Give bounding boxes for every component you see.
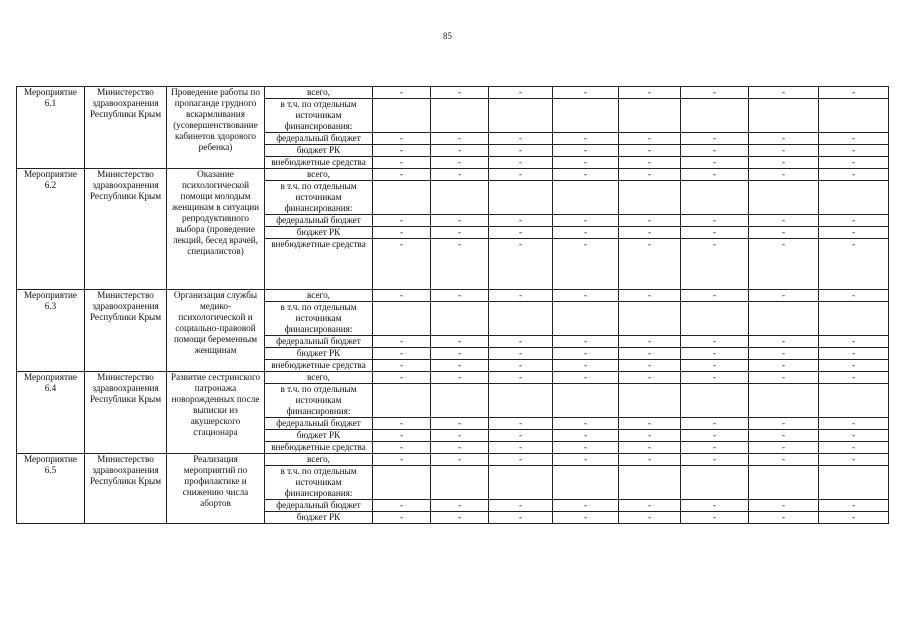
value-cell: - [553, 500, 619, 512]
value-cell: - [489, 418, 553, 430]
value-cell: - [681, 512, 749, 524]
value-cell: - [553, 372, 619, 384]
value-cell: - [431, 372, 489, 384]
source-extra: внебюджетные средства [265, 442, 373, 454]
value-cell: - [749, 442, 819, 454]
value-cell: - [819, 336, 889, 348]
value-cell: - [681, 442, 749, 454]
value-cell: - [681, 239, 749, 290]
measure-description: Оказание психологической помощи молодым женщинам в ситуации репродуктивного выбора (проведение лекций, бесед врачей, специалистов) [167, 169, 265, 290]
value-cell: - [681, 454, 749, 466]
value-cell: - [373, 157, 431, 169]
value-cell: - [373, 360, 431, 372]
source-rk: бюджет РК [265, 227, 373, 239]
source-federal: федеральный бюджет [265, 215, 373, 227]
value-cell: - [681, 290, 749, 302]
value-cell: - [431, 454, 489, 466]
value-cell: - [681, 169, 749, 181]
measure-executor: Министерство здравоохранения Республики Крым [85, 454, 167, 524]
value-cell: - [681, 87, 749, 99]
measure-description: Реализация мероприятий по профилактике и снижению числа абортов [167, 454, 265, 524]
value-cell: - [489, 360, 553, 372]
measure-name: Мероприятие 6.4 [17, 372, 85, 454]
value-cell: - [373, 215, 431, 227]
value-cell: - [749, 87, 819, 99]
value-cell: - [619, 290, 681, 302]
source-rk: бюджет РК [265, 430, 373, 442]
value-cell: - [373, 454, 431, 466]
value-cell: - [489, 512, 553, 524]
table-row [17, 87, 889, 99]
value-cell: - [819, 454, 889, 466]
value-cell: - [749, 418, 819, 430]
value-cell: - [681, 227, 749, 239]
source-incl: в т.ч. по отдельным источникам финансирования: [265, 181, 373, 215]
value-cell: - [431, 290, 489, 302]
value-cell: - [431, 348, 489, 360]
value-cell: - [553, 442, 619, 454]
value-cell: - [681, 418, 749, 430]
value-cell: - [819, 442, 889, 454]
value-cell: - [619, 348, 681, 360]
value-cell: - [619, 87, 681, 99]
value-cell: - [489, 169, 553, 181]
financing-table [16, 86, 889, 524]
source-extra: внебюджетные средства [265, 239, 373, 290]
value-cell: - [553, 454, 619, 466]
source-extra: внебюджетные средства [265, 157, 373, 169]
value-cell: - [819, 418, 889, 430]
value-cell: - [489, 430, 553, 442]
value-cell: - [749, 430, 819, 442]
value-cell: - [619, 500, 681, 512]
value-cell: - [489, 239, 553, 290]
value-cell: - [373, 133, 431, 145]
value-cell: - [553, 430, 619, 442]
value-cell: - [819, 512, 889, 524]
value-cell: - [749, 227, 819, 239]
value-cell: - [431, 215, 489, 227]
value-cell: - [681, 336, 749, 348]
source-total: всего, [265, 87, 373, 99]
value-cell: - [619, 430, 681, 442]
value-cell: - [749, 512, 819, 524]
value-cell: - [619, 133, 681, 145]
value-cell: - [619, 454, 681, 466]
value-cell: - [681, 215, 749, 227]
value-cell: - [373, 145, 431, 157]
value-cell: - [819, 239, 889, 290]
value-cell: - [819, 500, 889, 512]
value-cell: - [819, 372, 889, 384]
value-cell: - [619, 442, 681, 454]
value-cell: - [819, 145, 889, 157]
value-cell: - [619, 336, 681, 348]
value-cell: - [681, 360, 749, 372]
table-row [17, 454, 889, 466]
measure-executor: Министерство здравоохранения Республики Крым [85, 372, 167, 454]
source-incl: в т.ч. по отдельным источникам финансировния: [265, 384, 373, 418]
value-cell: - [749, 145, 819, 157]
value-cell: - [431, 133, 489, 145]
source-federal: федеральный бюджет [265, 336, 373, 348]
measure-description: Организация службы медико-психологической и социально-правовой помощи беременным женщинам [167, 290, 265, 372]
value-cell: - [553, 169, 619, 181]
value-cell: - [553, 133, 619, 145]
value-cell: - [749, 372, 819, 384]
source-total: всего, [265, 169, 373, 181]
source-incl: в т.ч. по отдельным источникам финансирования: [265, 99, 373, 133]
value-cell: - [373, 290, 431, 302]
value-cell: - [373, 348, 431, 360]
value-cell: - [749, 360, 819, 372]
value-cell: - [489, 336, 553, 348]
source-federal: федеральный бюджет [265, 418, 373, 430]
value-cell: - [819, 157, 889, 169]
value-cell: - [373, 372, 431, 384]
source-federal: федеральный бюджет [265, 133, 373, 145]
measure-name: Мероприятие 6.2 [17, 169, 85, 290]
value-cell: - [819, 290, 889, 302]
value-cell: - [619, 145, 681, 157]
value-cell: - [819, 430, 889, 442]
value-cell: - [431, 239, 489, 290]
value-cell: - [749, 169, 819, 181]
value-cell: - [553, 157, 619, 169]
value-cell: - [553, 512, 619, 524]
value-cell: - [431, 336, 489, 348]
value-cell: - [431, 418, 489, 430]
value-cell: - [619, 360, 681, 372]
source-extra: внебюджетные средства [265, 360, 373, 372]
value-cell: - [749, 133, 819, 145]
source-total: всего, [265, 372, 373, 384]
value-cell: - [553, 418, 619, 430]
value-cell: - [553, 145, 619, 157]
value-cell: - [489, 227, 553, 239]
value-cell: - [553, 227, 619, 239]
measure-name: Мероприятие 6.5 [17, 454, 85, 524]
source-rk: бюджет РК [265, 348, 373, 360]
value-cell: - [431, 87, 489, 99]
value-cell: - [431, 169, 489, 181]
value-cell: - [819, 227, 889, 239]
table-row [17, 169, 889, 181]
value-cell: - [431, 360, 489, 372]
source-total: всего, [265, 454, 373, 466]
value-cell: - [553, 348, 619, 360]
value-cell: - [619, 227, 681, 239]
value-cell: - [489, 348, 553, 360]
source-incl: в т.ч. по отдельным источникам финансирования: [265, 466, 373, 500]
value-cell: - [553, 336, 619, 348]
value-cell: - [489, 215, 553, 227]
value-cell: - [819, 215, 889, 227]
value-cell: - [819, 133, 889, 145]
value-cell: - [749, 454, 819, 466]
value-cell: - [431, 430, 489, 442]
measure-executor: Министерство здравоохранения Республики Крым [85, 169, 167, 290]
value-cell: - [373, 418, 431, 430]
value-cell: - [619, 512, 681, 524]
value-cell: - [619, 169, 681, 181]
value-cell: - [553, 87, 619, 99]
value-cell: - [681, 145, 749, 157]
value-cell: - [681, 348, 749, 360]
value-cell: - [489, 290, 553, 302]
value-cell: - [819, 360, 889, 372]
value-cell: - [489, 133, 553, 145]
value-cell: - [431, 145, 489, 157]
value-cell: - [681, 500, 749, 512]
value-cell: - [431, 500, 489, 512]
table-row [17, 290, 889, 302]
value-cell: - [373, 336, 431, 348]
value-cell: - [749, 290, 819, 302]
value-cell: - [553, 290, 619, 302]
value-cell: - [373, 500, 431, 512]
value-cell: - [431, 512, 489, 524]
source-rk: бюджет РК [265, 145, 373, 157]
value-cell: - [681, 430, 749, 442]
value-cell: - [553, 215, 619, 227]
value-cell: - [489, 442, 553, 454]
source-total: всего, [265, 290, 373, 302]
source-rk: бюджет РК [265, 512, 373, 524]
value-cell: - [489, 500, 553, 512]
measure-executor: Министерство здравоохранения Республики Крым [85, 290, 167, 372]
value-cell: - [819, 87, 889, 99]
value-cell: - [749, 348, 819, 360]
value-cell: - [373, 512, 431, 524]
value-cell: - [431, 442, 489, 454]
value-cell: - [373, 227, 431, 239]
value-cell: - [681, 157, 749, 169]
value-cell: - [749, 500, 819, 512]
table-row [17, 372, 889, 384]
measure-description: Развитие сестринского патронажа новорожденных после выписки из акушерского стационара [167, 372, 265, 454]
measure-executor: Министерство здравоохранения Республики Крым [85, 87, 167, 169]
value-cell: - [489, 145, 553, 157]
value-cell: - [553, 239, 619, 290]
value-cell: - [489, 372, 553, 384]
value-cell: - [749, 336, 819, 348]
value-cell: - [431, 157, 489, 169]
value-cell: - [749, 215, 819, 227]
value-cell: - [373, 169, 431, 181]
value-cell: - [373, 442, 431, 454]
source-federal: федеральный бюджет [265, 500, 373, 512]
value-cell: - [619, 418, 681, 430]
value-cell: - [749, 239, 819, 290]
measure-name: Мероприятие 6.3 [17, 290, 85, 372]
value-cell: - [373, 239, 431, 290]
value-cell: - [681, 372, 749, 384]
measure-name: Мероприятие 6.1 [17, 87, 85, 169]
value-cell: - [619, 157, 681, 169]
value-cell: - [619, 239, 681, 290]
value-cell: - [489, 87, 553, 99]
value-cell: - [819, 169, 889, 181]
value-cell: - [373, 87, 431, 99]
value-cell: - [489, 157, 553, 169]
value-cell: - [819, 348, 889, 360]
page-number: 85 [443, 31, 452, 41]
source-incl: в т.ч. по отдельным источникам финансирования: [265, 302, 373, 336]
value-cell: - [749, 157, 819, 169]
value-cell: - [431, 227, 489, 239]
value-cell: - [619, 372, 681, 384]
value-cell: - [619, 215, 681, 227]
value-cell: - [373, 430, 431, 442]
value-cell: - [489, 454, 553, 466]
value-cell: - [681, 133, 749, 145]
measure-description: Проведение работы по пропаганде грудного вскармливания (усовершенствование кабинетов здорового ребенка) [167, 87, 265, 169]
value-cell: - [553, 360, 619, 372]
